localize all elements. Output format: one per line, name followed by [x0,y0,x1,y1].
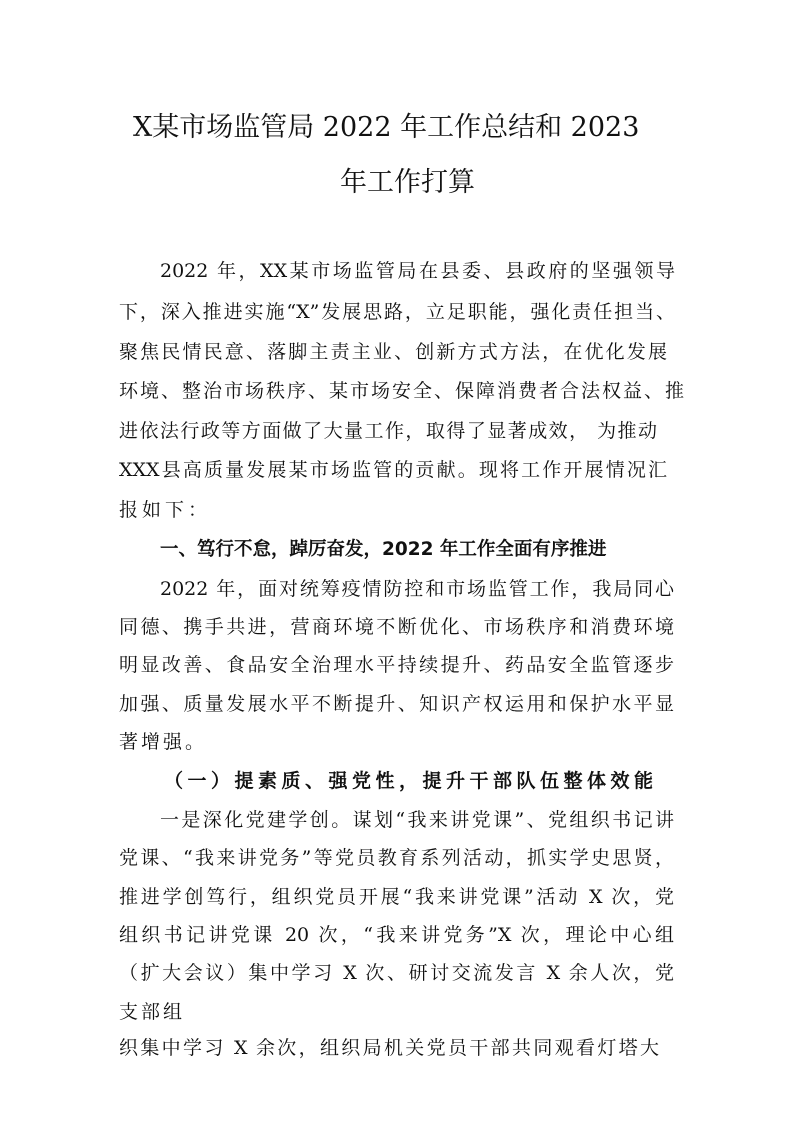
body-line: 织集中学习 X 余次，组织局机关党员干部共同观看灯塔大 [119,1037,659,1059]
body-line: 明显改善、食品安全治理水平持续提升、药品安全监管逐步 [119,654,674,676]
body-line: 党课、“我来讲党务”等党员教育系列活动，抓实学史思贤， [119,847,674,869]
intro-line: 2022 年，XX某市场监管局在县委、县政府的坚强领导 [160,260,675,282]
section-heading: 一、笃行不怠，踔厉奋发，2022 年工作全面有序推进 [160,539,607,560]
document-title-line-1: X某市场监管局 2022 年工作总结和 2023 [133,112,640,143]
body-line: 加强、质量发展水平不断提升、知识产权运用和保护水平显 [119,693,674,715]
subsection-heading: （一）提素质、强党性，提升干部队伍整体效能 [164,770,658,792]
body-line: 同德、携手共进，营商环境不断优化、市场秩序和消费环境 [119,616,674,638]
body-line: 2022 年，面对统筹疫情防控和市场监管工作，我局同心 [160,578,674,600]
intro-line: 聚焦民情民意、落脚主责主业、创新方式方法，在优化发展 [119,341,667,363]
body-line: 推进学创笃行，组织党员开展“我来讲党课”活动 X 次，党 [119,886,674,908]
body-line: （扩大会议）集中学习 X 次、研讨交流发言 X 余人次，党 [119,962,674,984]
body-line: 一是深化党建学创。谋划“我来讲党课”、党组织书记讲 [160,809,674,831]
document-title-line-2: 年工作打算 [340,167,475,198]
intro-line: 进依法行政等方面做了大量工作，取得了显著成效， 为推动 [119,420,657,442]
intro-line: 环境、整治市场秩序、某市场安全、保障消费者合法权益、推 [119,380,684,402]
body-line: 支部组 [119,1001,186,1023]
intro-line: XXX县高质量发展某市场监管的贡献。现将工作开展情况汇 [119,459,667,481]
body-line: 著增强。 [119,731,208,753]
intro-line: 报如下： [119,499,212,521]
intro-line: 下，深入推进实施“X”发展思路，立足职能，强化责任担当、 [119,301,675,323]
body-line: 组织书记讲党课 20 次，“我来讲党务”X 次，理论中心组 [119,924,674,946]
